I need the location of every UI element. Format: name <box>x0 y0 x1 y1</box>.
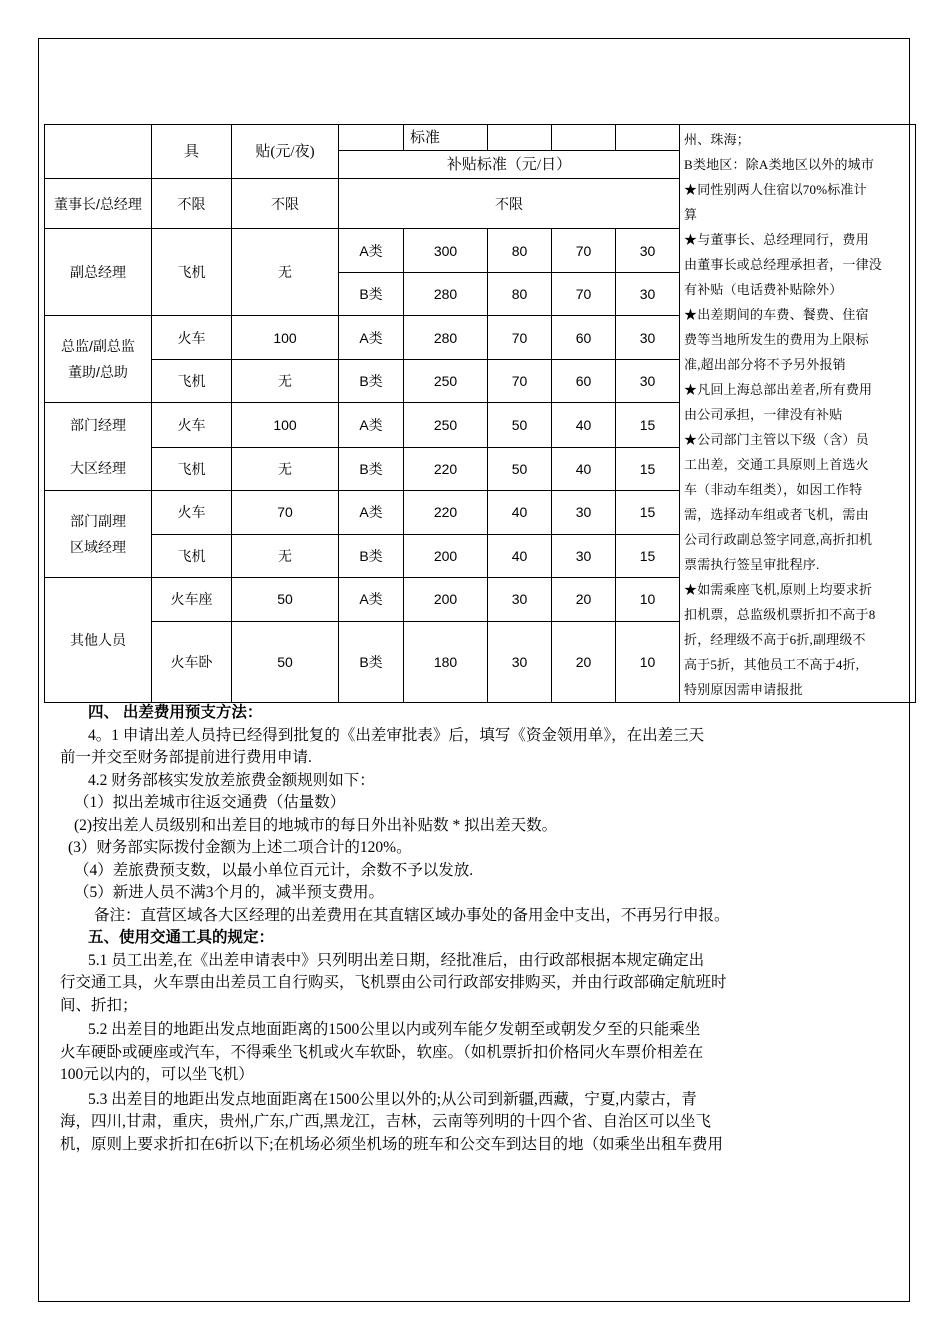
value-cell: 80 <box>488 229 552 273</box>
paragraph: 4.2 财务部核实发放差旅费金额规则如下： <box>88 771 375 789</box>
paragraph: 4。1 申请出差人员持已经得到批复的《出差审批表》后，填写《资金领用单》，在出差三天 <box>88 726 705 744</box>
value-cell: 15 <box>616 534 680 577</box>
level-manager: 部门经理 大区经理 <box>45 403 152 490</box>
value-cell: 280 <box>404 273 488 316</box>
remark: 备注：直营区域各大区经理的出差费用在其直辖区域办事处的备用金中支出，不再另行申报。 <box>94 906 730 924</box>
subsidy-chairman: 不限 <box>339 179 680 229</box>
class-cell: B类 <box>339 534 404 577</box>
value-cell: 50 <box>488 403 552 447</box>
class-cell: A类 <box>339 490 404 534</box>
value-cell: 20 <box>552 577 616 621</box>
value-cell: 70 <box>488 360 552 403</box>
lodging-cell: 50 <box>232 622 339 703</box>
value-cell: 220 <box>404 447 488 490</box>
value-cell: 10 <box>616 622 680 703</box>
value-cell: 70 <box>488 316 552 360</box>
body-text <box>60 702 890 1156</box>
class-cell: B类 <box>339 273 404 316</box>
transport-cell: 火车 <box>152 403 232 447</box>
paragraph: 5.1 员工出差,在《出差申请表中》只列明出差日期，经批准后，由行政部根据本规定确定出 <box>88 951 705 969</box>
transport-cell: 飞机 <box>152 534 232 577</box>
list-item: (2)按出差人员级别和出差目的地城市的每日外出补贴数 * 拟出差天数。 <box>74 816 558 834</box>
value-cell: 30 <box>616 316 680 360</box>
value-cell: 40 <box>552 447 616 490</box>
level-vp: 副总经理 <box>45 229 152 316</box>
subsidy-header: 补贴标准（元/日） <box>339 151 680 179</box>
header-lodging: 贴(元/夜) <box>232 125 339 179</box>
lodging-cell: 无 <box>232 360 339 403</box>
lodging-cell: 100 <box>232 403 339 447</box>
list-item: （1）拟出差城市往返交通费（估量数） <box>74 794 346 811</box>
level-chairman: 董事长/总经理 <box>45 179 152 229</box>
section-4-title: 四、 出差费用预支方法： <box>88 704 263 721</box>
value-cell: 70 <box>552 229 616 273</box>
list-item: （5）新进人员不满3个月的，减半预支费用。 <box>74 884 385 901</box>
transport-cell: 火车 <box>152 316 232 360</box>
value-cell: 180 <box>404 622 488 703</box>
value-cell: 30 <box>552 490 616 534</box>
class-cell: A类 <box>339 403 404 447</box>
value-cell: 60 <box>552 360 616 403</box>
transport-cell: 飞机 <box>152 360 232 403</box>
paragraph: 前一并交至财务部提前进行费用申请. <box>60 749 312 766</box>
value-cell: 200 <box>404 577 488 621</box>
class-cell: A类 <box>339 577 404 621</box>
value-cell: 15 <box>616 447 680 490</box>
value-cell: 15 <box>616 490 680 534</box>
value-cell: 30 <box>616 360 680 403</box>
level-director: 总监/副总监 董助/总助 <box>45 316 152 403</box>
value-cell: 30 <box>488 622 552 703</box>
paragraph: 行交通工具，火车票由出差员工自行购买，飞机票由公司行政部安排购买，并由行政部确定航班时 <box>60 974 727 991</box>
transport-cell: 火车 <box>152 490 232 534</box>
class-cell: B类 <box>339 622 404 703</box>
value-cell: 70 <box>552 273 616 316</box>
header-standard: 标准 <box>404 125 488 151</box>
paragraph: 间、折扣； <box>60 996 138 1014</box>
transport-cell: 飞机 <box>152 447 232 490</box>
class-cell: A类 <box>339 316 404 360</box>
list-item: （4）差旅费预支数，以最小单位百元计，余数不予以发放. <box>74 861 474 879</box>
value-cell: 30 <box>552 534 616 577</box>
value-cell: 80 <box>488 273 552 316</box>
value-cell: 200 <box>404 534 488 577</box>
value-cell: 60 <box>552 316 616 360</box>
paragraph: 100元以内的，可以坐飞机） <box>60 1066 254 1083</box>
lodging-cell: 100 <box>232 316 339 360</box>
level-others: 其他人员 <box>45 577 152 702</box>
value-cell: 280 <box>404 316 488 360</box>
class-cell: A类 <box>339 229 404 273</box>
lodging-vp: 无 <box>232 229 339 316</box>
class-cell: B类 <box>339 360 404 403</box>
section-5-title: 五、使用交通工具的规定： <box>88 929 275 946</box>
value-cell: 50 <box>488 447 552 490</box>
transport-cell: 火车卧 <box>152 622 232 703</box>
paragraph: 火车硬卧或硬座或汽车，不得乘坐飞机或火车软卧，软座。（如机票折扣价格同火车票价相差在 <box>60 1043 704 1061</box>
class-cell: B类 <box>339 447 404 490</box>
value-cell: 30 <box>488 577 552 621</box>
value-cell: 40 <box>552 403 616 447</box>
transport-cell: 火车座 <box>152 577 232 621</box>
header-blank <box>339 125 404 151</box>
level-deputy: 部门副理 区域经理 <box>45 490 152 577</box>
value-cell: 250 <box>404 360 488 403</box>
value-cell: 300 <box>404 229 488 273</box>
lodging-cell: 70 <box>232 490 339 534</box>
header-transport: 具 <box>152 125 232 179</box>
notes-column: 州、珠海； B类地区：除A类地区以外的城市 ★同性别两人住宿以70%标准计 算 ★与董事长、总经理同行，费用 由董事长或总经理承担者，一律没 有补贴（电话费补贴除外） ★出差期间的车费、餐费、住宿 费等当地所发生的费用为上限标 准,超出部分将不予另外报销 ★凡回上海总部出差者,所有费用 由公司承担，一律没有补贴 ★公司部门主管以下级（含）员 工出差，交通工具原则上首选火 车（非动车组类），如因工作特 需，选择动车组或者飞机，需由 公司行政副总签字同意,高折扣机 票需执行签呈审批程序. ★如需乘座飞机,原则上均要求折 扣机票，总监级机票折扣不高于8 折，经理级不高于6折,副理级不 高于5折，其他员工不高于4折, 特别原因需申请报批 <box>680 125 916 703</box>
value-cell: 40 <box>488 490 552 534</box>
list-item: (3）财务部实际拨付金额为上述二项合计的120%。 <box>68 839 412 856</box>
value-cell: 30 <box>616 273 680 316</box>
paragraph: 海，四川,甘肃，重庆，贵州,广东,广西,黑龙江，吉林，云南等列明的十四个省、自治区可以坐飞 <box>60 1113 712 1130</box>
lodging-chairman: 不限 <box>232 179 339 229</box>
value-cell: 250 <box>404 403 488 447</box>
value-cell: 220 <box>404 490 488 534</box>
travel-standard-table <box>44 124 915 700</box>
value-cell: 40 <box>488 534 552 577</box>
lodging-cell: 50 <box>232 577 339 621</box>
paragraph: 机，原则上要求折扣在6折以下;在机场必须坐机场的班车和公交车到达目的地（如乘坐出租车费用 <box>60 1135 724 1153</box>
header-level-cell <box>45 125 152 179</box>
value-cell: 10 <box>616 577 680 621</box>
transport-vp: 飞机 <box>152 229 232 316</box>
value-cell: 30 <box>616 229 680 273</box>
transport-chairman: 不限 <box>152 179 232 229</box>
value-cell: 20 <box>552 622 616 703</box>
value-cell: 15 <box>616 403 680 447</box>
paragraph: 5.3 出差目的地距出发点地面距离在1500公里以外的;从公司到新疆,西藏，宁夏,内蒙古，青 <box>88 1090 697 1108</box>
lodging-cell: 无 <box>232 447 339 490</box>
paragraph: 5.2 出差目的地距出发点地面距离的1500公里以内或列车能夕发朝至或朝发夕至的只能乘坐 <box>88 1021 701 1038</box>
lodging-cell: 无 <box>232 534 339 577</box>
